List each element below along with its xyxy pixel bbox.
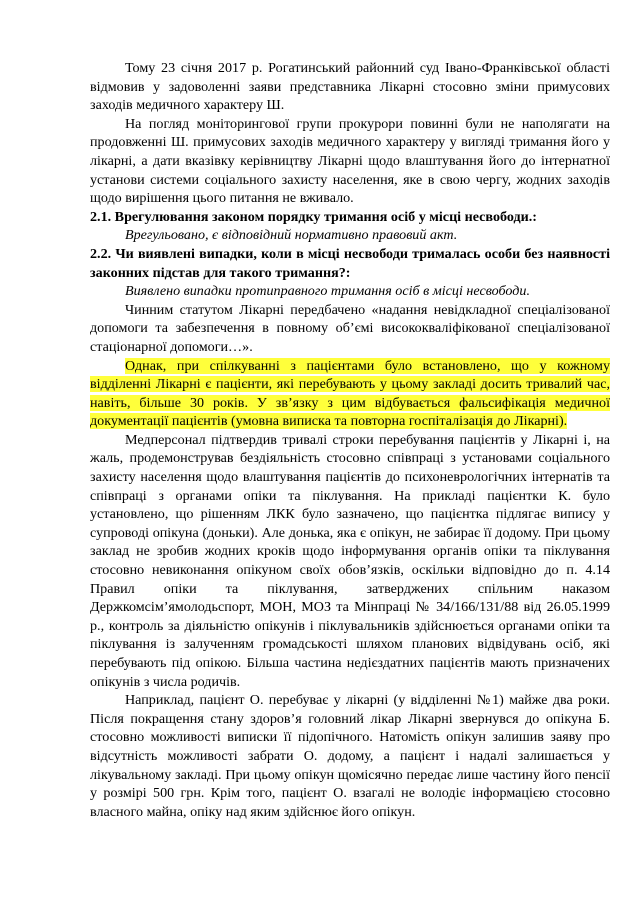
highlighted-text: Однак, при спілкуванні з пацієнтами було встановлено, що у кожному відділенні Лікарні є пацієнти, які перебувають у цьому закладі досить тривалий час, навіть, більше 30 років. У зв’язку з цим відбувається фальсифікація медичної документації пацієнтів (умовна виписка та повторна госпіталізація до Лікарні). bbox=[90, 357, 610, 430]
document-page bbox=[90, 59, 610, 821]
paragraph-monitoring-opinion: На погляд моніторингової групи прокурори повинні були не наполягати на продовженні Ш. примусових заходів медичного характеру у вигляді тримання його у лікарні, а дати вказівку керівництву Лікарні щодо влаштування його до інтернатної установи системи соціального захисту населення, яке в свою чергу, жодних заходів щодо вирішення цього питання не вживало. bbox=[90, 115, 610, 207]
section-answer-2-1: Врегульовано, є відповідний нормативно правовий акт. bbox=[125, 227, 458, 244]
section-heading-2-2: 2.2. Чи виявлені випадки, коли в місці несвободи трималась особи без наявності законних підстав для такого тримання?: bbox=[90, 245, 610, 281]
paragraph-highlighted-finding bbox=[90, 357, 610, 431]
paragraph-staff-inaction: Медперсонал підтвердив тривалі строки перебування пацієнтів у Лікарні і, на жаль, продемонстрував бездіяльність стосовно співпраці з установами соціального захисту населення щодо влаштування пацієнтів до психоневрологічних інтернатів та співпраці з органами опіки та піклування. На прикладі пацієнтки К. було установлено, що рішенням ЛКК було зазначено, що пацієнтка підлягає випису у супроводі опікуна (доньки). Але донька, яка є опікун, не забирає її додому. При цьому заклад не зробив жодних кроків щодо інформування органів опіки та піклування стосовно невиконання опікуном своїх обов’язків, оскільки відповідно до п. 4.14 Правил опіки та піклування, затверджених спільним наказом Держкомсім’ямолодьспорт, МОН, МОЗ та Мінпраці № 34/166/131/88 від 26.05.1999 р., контроль за діяльністю опікунів і піклувальників здійснюється органами опіки та піклування із залученням громадськості шляхом планових відвідувань осіб, які перебувають під опікою. Більша частина недієздатних пацієнтів мають призначених опікунів з числа родичів. bbox=[90, 431, 610, 690]
section-answer-2-2: Виявлено випадки протиправного тримання осіб в місці несвободи. bbox=[125, 283, 530, 300]
section-heading-2-1: 2.1. Врегулювання законом порядку тримання осіб у місці несвободи.: bbox=[90, 208, 537, 225]
paragraph-patient-example: Наприклад, пацієнт О. перебуває у лікарні (у відділенні №1) майже два роки. Після покращення стану здоров’я головний лікар Лікарні звернувся до опікуна Б. стосовно можливості виписки її підопічного. Натомість опікун залишив заяву про відсутність можливості забрати О. додому, а пацієнт і надалі залишається у лікувальному закладі. При цьому опікун щомісячно передає лише частину його пенсії у розмірі 500 грн. Крім того, пацієнт О. взагалі не володіє інформацією стосовно власного майна, опіку над яким здійснює його опікун. bbox=[90, 692, 610, 820]
paragraph-hospital-charter: Чинним статутом Лікарні передбачено «надання невідкладної спеціалізованої допомоги та забезпечення в повному об’ємі висококваліфікованої спеціалізованої стаціонарної допомоги…». bbox=[90, 301, 610, 355]
paragraph-court-decision: Тому 23 січня 2017 р. Рогатинський районний суд Івано-Франківської області відмовив у задоволенні заяви представника Лікарні стосовно зміни примусових заходів медичного характеру Ш. bbox=[90, 60, 610, 114]
